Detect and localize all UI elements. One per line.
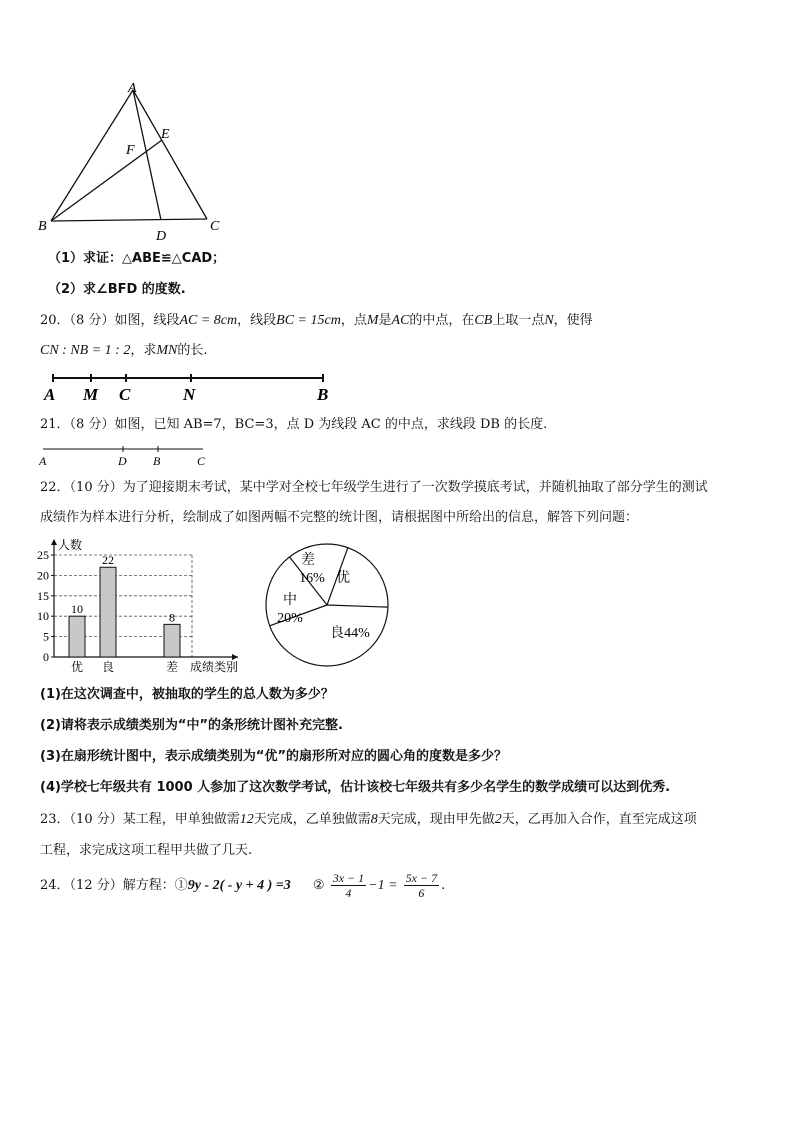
label-D: D [156,229,167,244]
q19-part2: （2）求∠BFD 的度数. [48,282,186,297]
pie-boundary-1 [327,605,388,607]
q21-label-C: C [197,454,206,468]
q21-label-D: D [118,454,127,468]
bar-value-label-良: 22 [102,553,114,568]
bar-优 [69,616,85,657]
y-tick-label-15: 15 [37,588,49,603]
q21-text: 21．（8 分）如图，已知 AB=7，BC=3，点 D 为线段 AC 的中点，求线段 DB 的长度. [40,417,548,432]
q23-line2: 工程，求完成这项工程甲共做了几天. [40,843,253,858]
bar-chart [30,535,255,675]
bar-差 [164,624,180,657]
y-tick-label-20: 20 [37,568,49,583]
bar-value-label-差: 8 [169,610,175,625]
q20-label-B: B [317,385,329,404]
q22-sub3: (3)在扇形统计图中，表示成绩类别为“优”的扇形所对应的圆心角的度数是多少？ [40,749,508,764]
q20-line2: CN : NB = 1 : 2，求MN的长. [40,343,208,358]
q19-part1: （1）求证：△ABE≌△CAD； [48,251,226,266]
y-tick-label-0: 0 [43,650,49,664]
pie-chart [262,540,392,670]
q20-label-N: N [183,385,196,404]
bar-良 [100,567,116,657]
label-E: E [161,127,170,142]
q22-sub1: (1)在这次调查中，被抽取的学生的总人数为多少？ [40,687,334,702]
label-A: A [128,81,137,96]
category-label-差: 差 [165,660,179,674]
q20-segment-figure [38,368,338,404]
label-F: F [126,143,135,158]
q24-fraction-2: $\frac{5x - 7}{6}$ [405,871,438,900]
category-label-良: 良 [101,660,115,674]
y-tick-label-25: 25 [37,548,49,562]
bar-value-label-优: 10 [71,602,83,617]
q24-equation-1: 9y - 2( - y + 4 ) =3 [187,878,291,893]
y-tick-label-10: 10 [37,609,49,624]
pie-percent-中: 20% [277,611,303,626]
y-axis-arrow [51,539,57,545]
x-axis-label: 成绩类别 [190,660,239,674]
q24-fraction-1: $\frac{3x - 1}{4}$ [332,871,365,900]
q21-segment-figure [38,443,218,469]
label-C: C [210,219,220,234]
q21-label-A: A [39,454,47,468]
q20-line1: 20．（8 分）如图，线段AC = 8cm，线段BC = 15cm，点M是AC的中点，在CB上取一点N，使得 [40,313,593,328]
pie-percent-差: 16% [299,571,325,586]
q24-line: 24．（12 分）解方程：①9y - 2( - y + 4 ) =3 ② $\frac{3x - 1}{4}$ −1 = $\frac{5x - 7}{6}$ . [40,871,446,900]
pie-label-优: 优 [336,571,350,586]
category-label-优: 优 [70,660,84,674]
label-B: B [38,219,47,234]
pie-label-中: 中 [283,593,297,608]
q23-line1: 23．（10 分）某工程，甲单独做需12天完成，乙单独做需8天完成，现由甲先做2天，乙再加入合作，直至完成这项 [40,812,697,827]
q22-sub4: (4)学校七年级共有 1000 人参加了这次数学考试，估计该校七年级共有多少名学生的数学成绩可以达到优秀. [40,780,671,795]
q22-line2: 成绩作为样本进行分析，绘制成了如图两幅不完整的统计图，请根据图中所给出的信息，解答下列问题： [40,510,639,525]
triangle-figure [30,78,230,248]
q20-label-C: C [119,385,131,404]
y-tick-label-5: 5 [43,629,49,644]
q22-sub2: (2)请将表示成绩类别为“中”的条形统计图补充完整. [40,718,343,733]
q22-line1: 22．（10 分）为了迎接期末考试，某中学对全校七年级学生进行了一次数学摸底考试，并随机抽取了部分学生的测试 [40,480,708,495]
q21-label-B: B [153,454,161,468]
q20-label-A: A [44,385,56,404]
y-axis-label: 人数 [58,538,83,552]
q20-label-M: M [83,385,99,404]
pie-label-差: 差 [301,553,315,568]
pie-label-良: 良44% [330,626,370,641]
